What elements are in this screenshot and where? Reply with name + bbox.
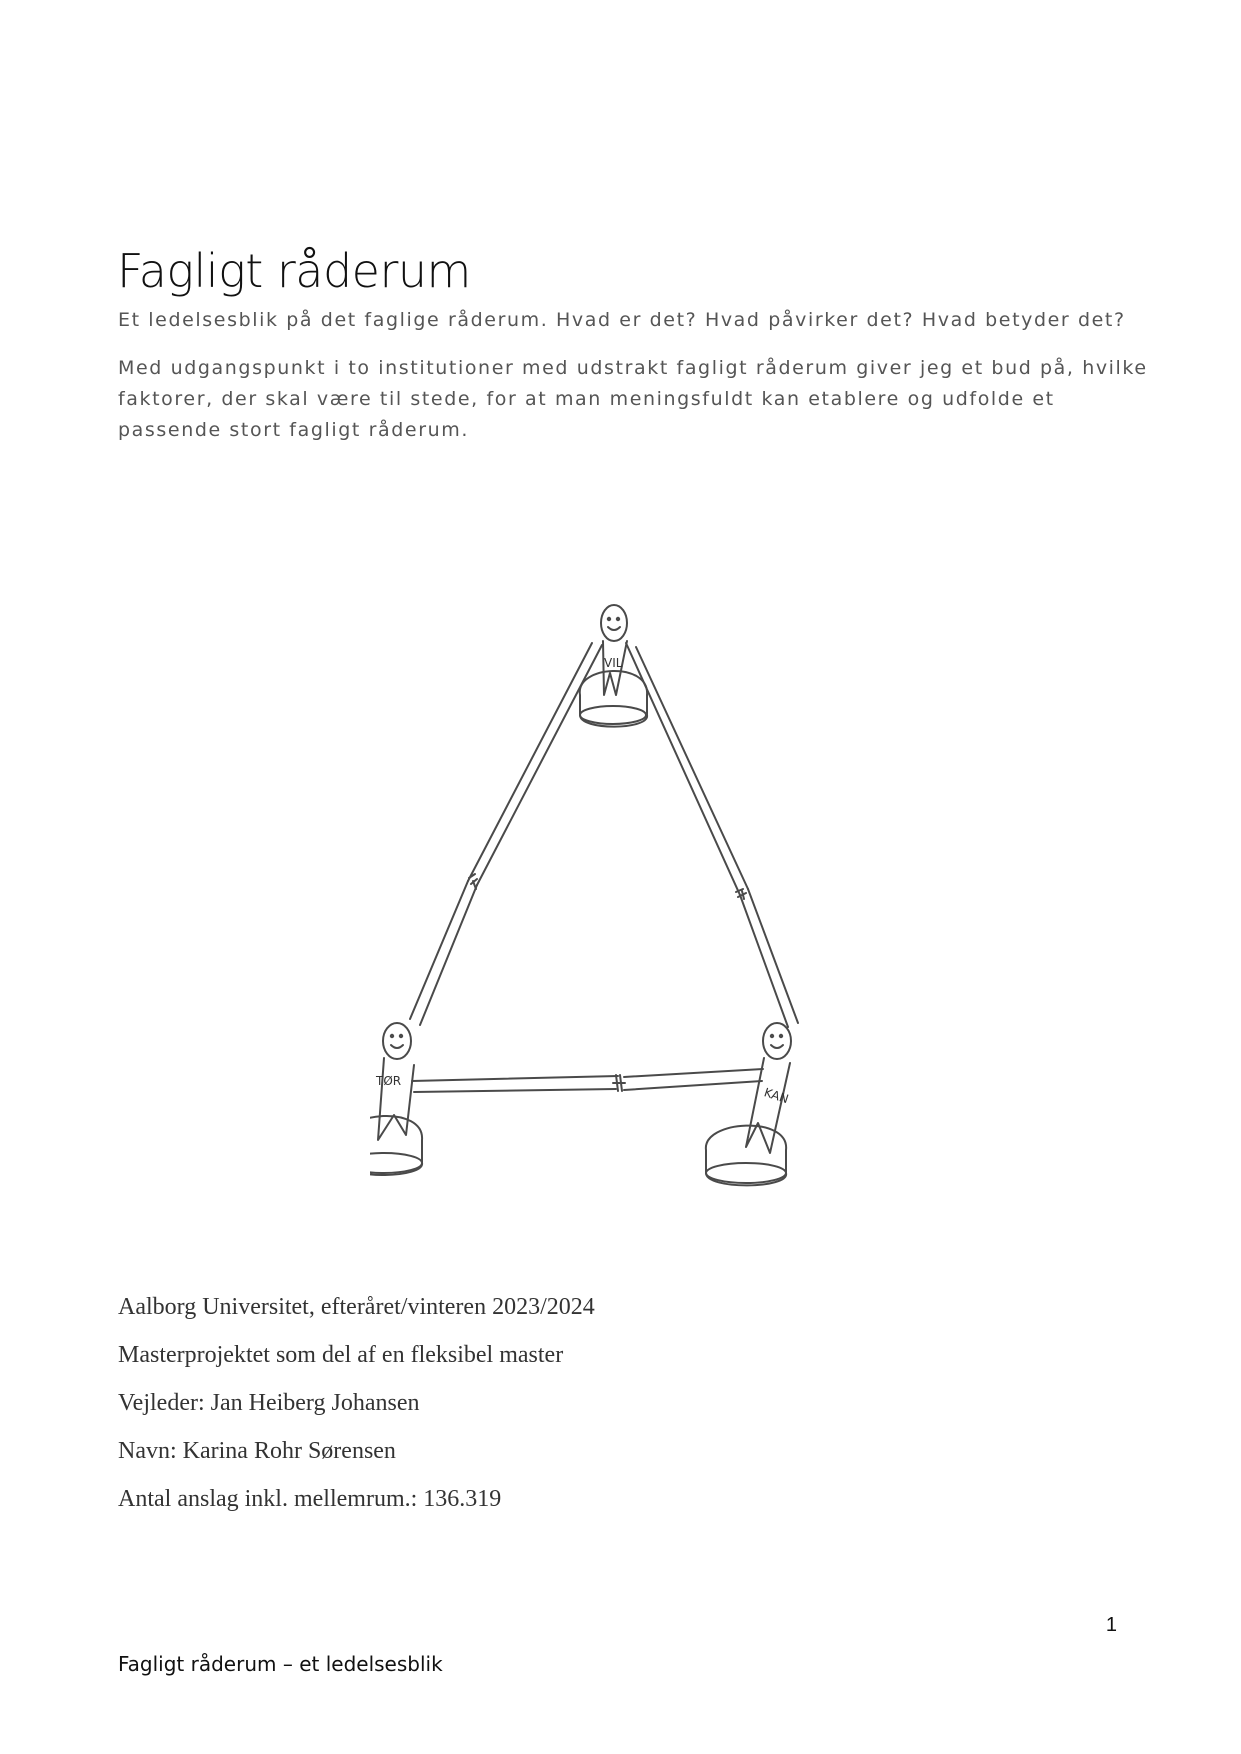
page-number: 1 [1105, 1614, 1117, 1636]
label-tor: TØR [376, 1074, 402, 1088]
document-abstract: Med udgangspunkt i to institutioner med udstrakt fagligt råderum giver jeg et bud på, hvilke faktorer, der skal være til stede, for at man meningsfuldt kan etablere og udfolde et passende stort fagligt råderum. [118, 357, 1148, 441]
label-vil: VIL [604, 656, 623, 670]
triangle-figures-illustration [370, 595, 870, 1235]
document-meta [118, 1283, 595, 1523]
right-figure [706, 1023, 791, 1185]
project-line: Masterprojektet som del af en fleksibel master [118, 1342, 564, 1368]
document-title: Fagligt råderum [117, 244, 471, 298]
author-line: Navn: Karina Rohr Sørensen [118, 1438, 396, 1464]
label-kan: KAN [762, 1085, 791, 1107]
character-count-line: Antal anslag inkl. mellemrum.: 136.319 [118, 1486, 502, 1512]
left-figure [370, 1023, 422, 1175]
university-line: Aalborg Universitet, efteråret/vinteren 2023/2024 [118, 1294, 595, 1320]
document-subtitle: Et ledelsesblik på det faglige råderum. Hvad er det? Hvad påvirker det? Hvad betyder det? [118, 309, 1126, 331]
page-footer: Fagligt råderum – et ledelsesblik [118, 1652, 443, 1676]
supervisor-line: Vejleder: Jan Heiberg Johansen [118, 1390, 420, 1416]
